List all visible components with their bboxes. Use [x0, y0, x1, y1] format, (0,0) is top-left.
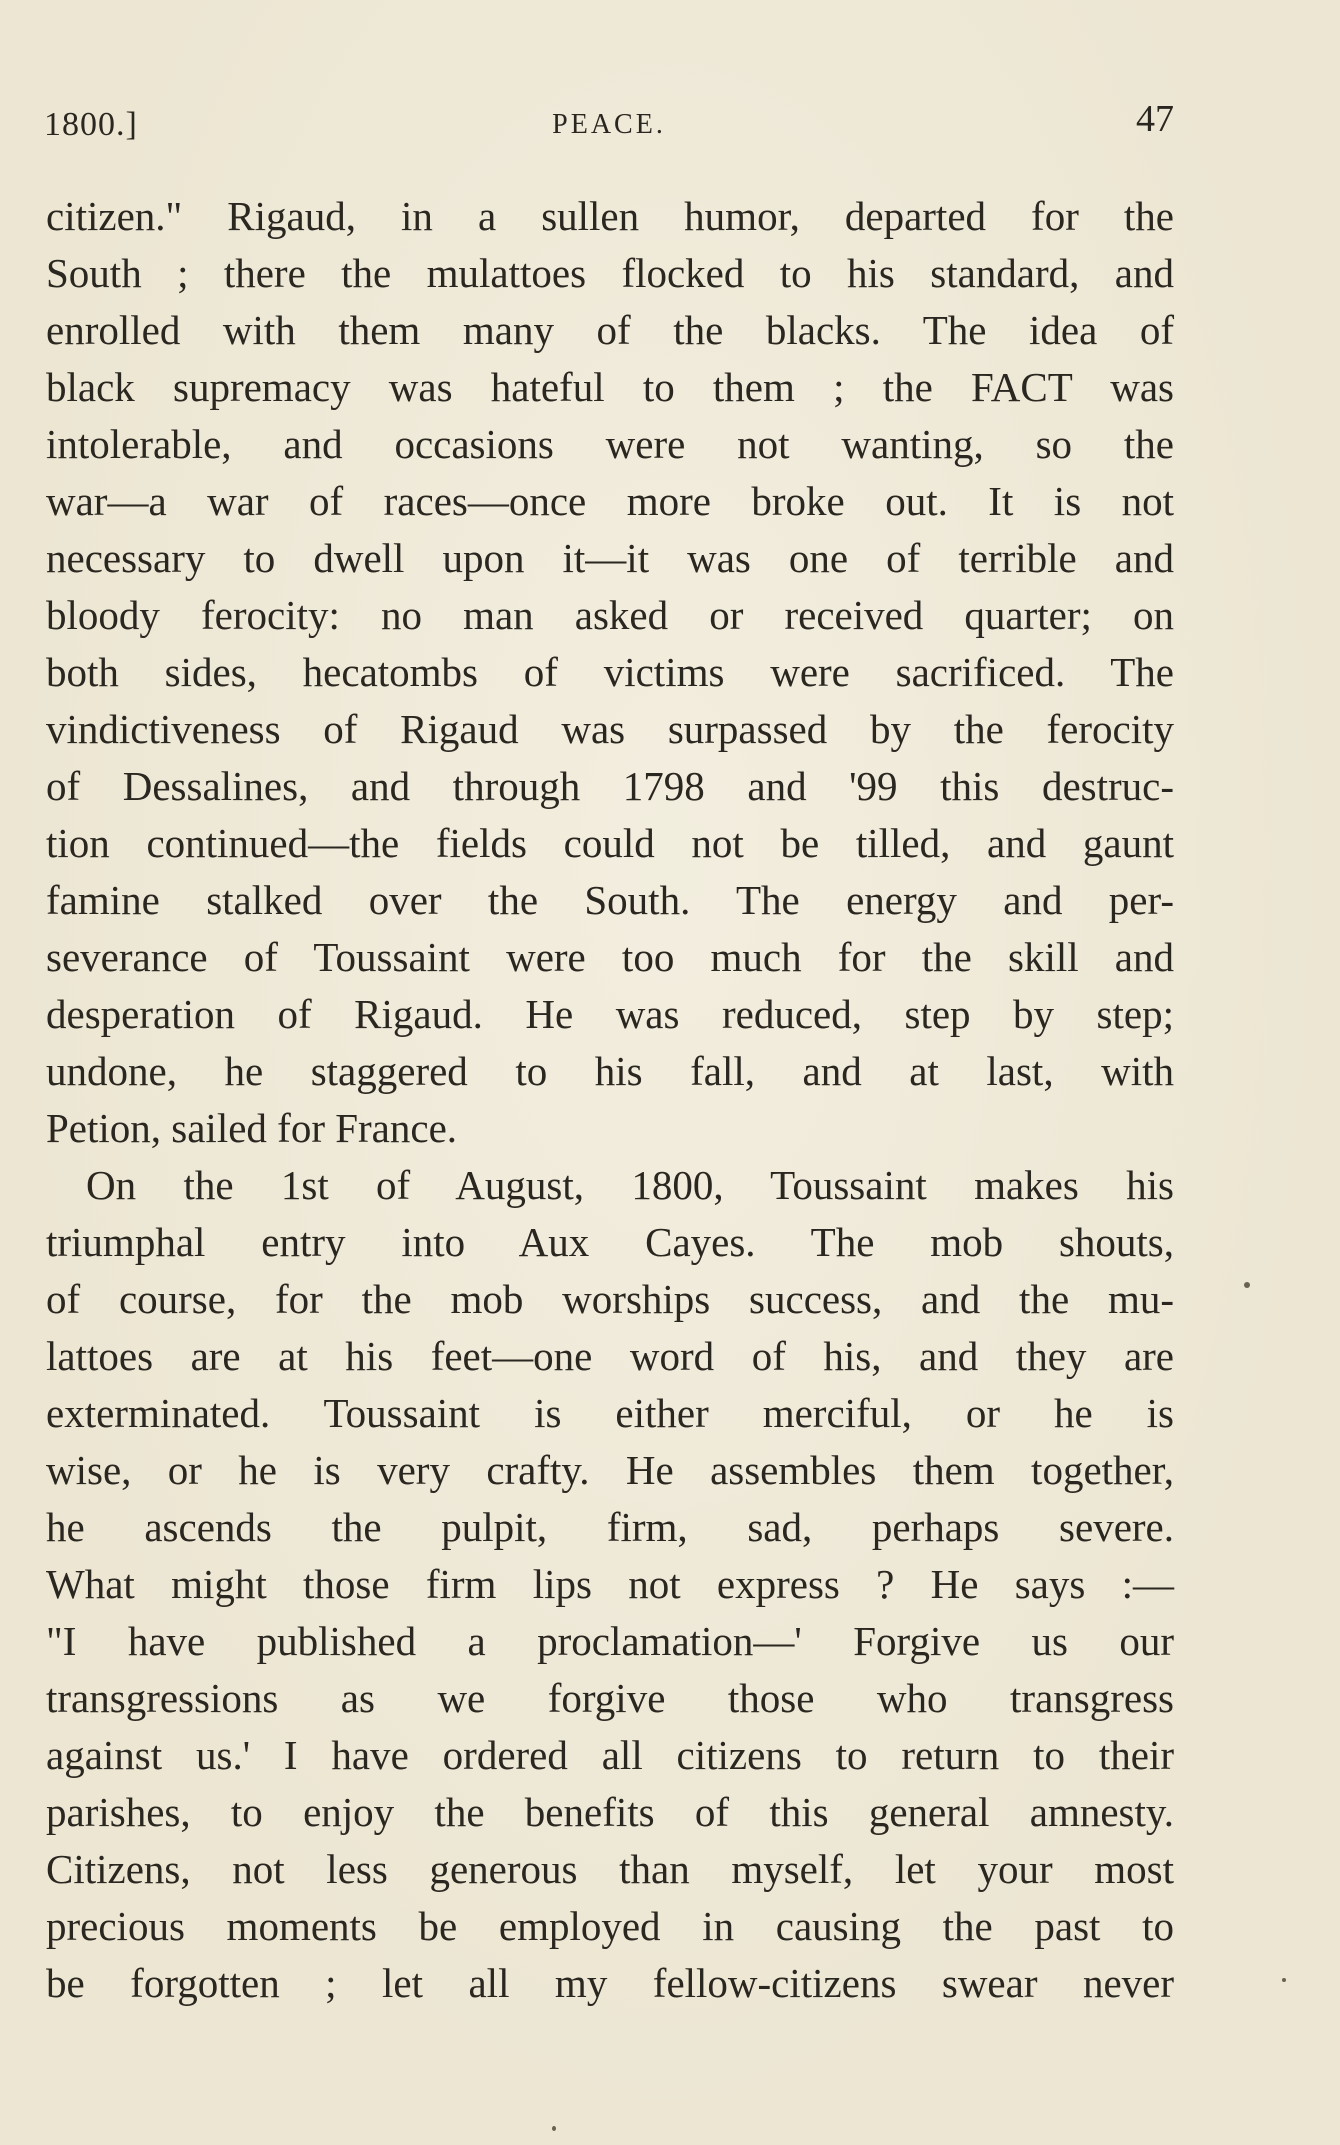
- text-line: bloody ferocity: no man asked or received quarter; on: [46, 592, 1174, 638]
- text-line: What might those firm lips not express ? He says :—: [46, 1561, 1174, 1607]
- text-line: desperation of Rigaud. He was reduced, step by step;: [46, 991, 1174, 1037]
- text-line: citizen." Rigaud, in a sullen humor, departed for the: [46, 193, 1174, 239]
- text-line: he ascends the pulpit, firm, sad, perhaps severe.: [46, 1504, 1174, 1550]
- running-head: [44, 100, 1174, 150]
- text-line: transgressions as we forgive those who transgress: [46, 1675, 1174, 1721]
- paragraph-end-line: Petion, sailed for France.: [46, 1105, 458, 1151]
- text-line: black supremacy was hateful to them ; the FACT was: [46, 364, 1174, 410]
- text-line: tion continued—the fields could not be tilled, and gaunt: [46, 820, 1174, 866]
- paragraph-start-line: On the 1st of August, 1800, Toussaint makes his: [86, 1162, 1174, 1208]
- paper-speck: [1244, 1282, 1250, 1288]
- text-line: of Dessalines, and through 1798 and '99 this destruc-: [46, 763, 1174, 809]
- text-line: intolerable, and occasions were not wanting, so the: [46, 421, 1174, 467]
- text-line: Citizens, not less generous than myself, let your most: [46, 1846, 1174, 1892]
- text-line: against us.' I have ordered all citizens to return to their: [46, 1732, 1174, 1778]
- running-head-year: 1800.]: [44, 106, 138, 143]
- text-line: enrolled with them many of the blacks. The idea of: [46, 307, 1174, 353]
- text-line: famine stalked over the South. The energy and per-: [46, 877, 1174, 923]
- page-number: 47: [1136, 98, 1174, 140]
- paper-speck: [552, 2126, 556, 2131]
- text-line: precious moments be employed in causing the past to: [46, 1903, 1174, 1949]
- text-line: lattoes are at his feet—one word of his, and they are: [46, 1333, 1174, 1379]
- text-line: necessary to dwell upon it—it was one of terrible and: [46, 535, 1174, 581]
- text-line: exterminated. Toussaint is either merciful, or he is: [46, 1390, 1174, 1436]
- body-text: [46, 188, 1174, 2012]
- text-line: undone, he staggered to his fall, and at last, with: [46, 1048, 1174, 1094]
- running-head-title: PEACE.: [552, 109, 666, 140]
- text-line: of course, for the mob worships success, and the mu-: [46, 1276, 1174, 1322]
- text-line: severance of Toussaint were too much for the skill and: [46, 934, 1174, 980]
- text-line: vindictiveness of Rigaud was surpassed by the ferocity: [46, 706, 1174, 752]
- text-line: war—a war of races—once more broke out. It is not: [46, 478, 1174, 524]
- text-line: both sides, hecatombs of victims were sacrificed. The: [46, 649, 1174, 695]
- text-line: parishes, to enjoy the benefits of this general amnesty.: [46, 1789, 1174, 1835]
- paper-speck: [1282, 1978, 1286, 1982]
- text-line: wise, or he is very crafty. He assembles them together,: [46, 1447, 1174, 1493]
- text-line: "I have published a proclamation—' Forgive us our: [46, 1618, 1174, 1664]
- text-line: triumphal entry into Aux Cayes. The mob shouts,: [46, 1219, 1174, 1265]
- text-line: be forgotten ; let all my fellow-citizens swear never: [46, 1960, 1174, 2006]
- text-line: South ; there the mulattoes flocked to his standard, and: [46, 250, 1174, 296]
